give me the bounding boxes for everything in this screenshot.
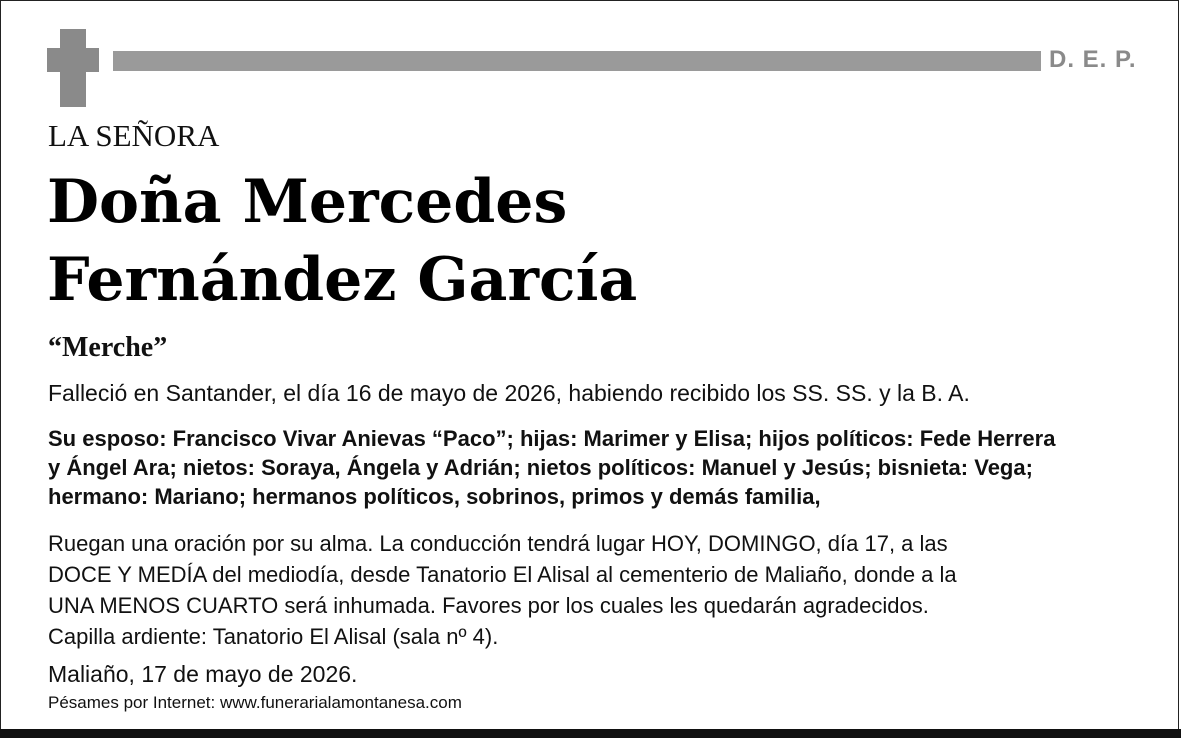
funeral-line: DOCE Y MEDÍA del mediodía, desde Tanatorio El Alisal al cementerio de Maliaño, donde a la bbox=[48, 562, 957, 587]
funeral-line: Ruegan una oración por su alma. La conducción tendrá lugar HOY, DOMINGO, día 17, a las bbox=[48, 531, 948, 556]
name-line-1: Doña Mercedes bbox=[47, 167, 568, 237]
condolences-link: Pésames por Internet: www.funerarialamontanesa.com bbox=[48, 693, 462, 712]
deceased-name bbox=[47, 163, 637, 319]
funeral-line: UNA MENOS CUARTO será inhumada. Favores por los cuales les quedarán agradecidos. bbox=[48, 593, 929, 618]
header-rule bbox=[113, 51, 1041, 71]
honorific-title: LA SEÑORA bbox=[48, 118, 220, 153]
name-line-2: Fernández García bbox=[47, 245, 638, 315]
family-line: hermano: Mariano; hermanos políticos, sobrinos, primos y demás familia, bbox=[48, 484, 821, 509]
family-line: Su esposo: Francisco Vivar Anievas “Paco”; hijas: Marimer y Elisa; hijos políticos: Fede Herrera bbox=[48, 426, 1056, 451]
funeral-details bbox=[48, 528, 957, 652]
family-line: y Ángel Ara; nietos: Soraya, Ángela y Adrián; nietos políticos: Manuel y Jesús; bisnieta: Vega; bbox=[48, 455, 1033, 480]
nickname: “Merche” bbox=[48, 332, 168, 363]
death-notice: Falleció en Santander, el día 16 de mayo de 2026, habiendo recibido los SS. SS. y la B. A. bbox=[48, 380, 970, 406]
funeral-line: Capilla ardiente: Tanatorio El Alisal (sala nº 4). bbox=[48, 624, 499, 649]
place-date: Maliaño, 17 de mayo de 2026. bbox=[48, 661, 358, 687]
bottom-bar bbox=[0, 729, 1181, 738]
dep-label: D. E. P. bbox=[1049, 46, 1137, 73]
family-list bbox=[48, 424, 1055, 511]
